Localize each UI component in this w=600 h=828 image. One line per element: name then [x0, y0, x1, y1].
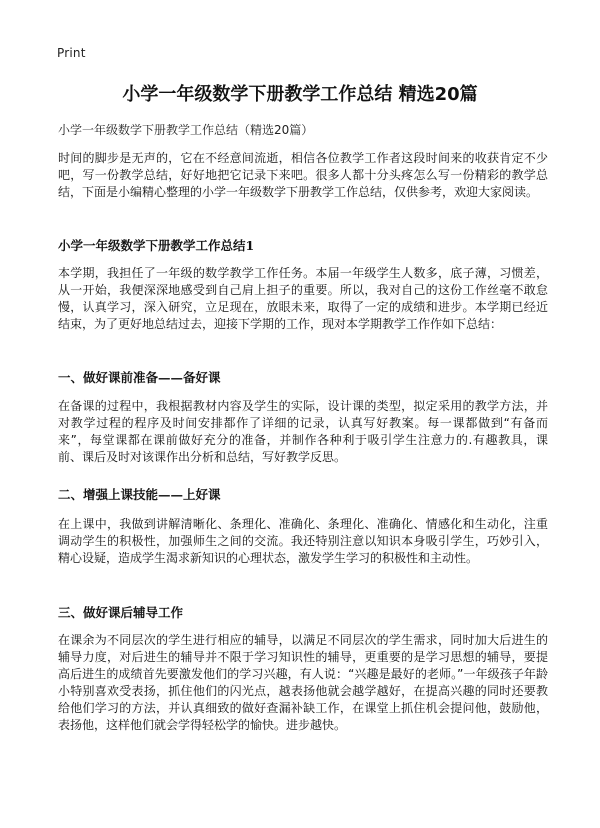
paragraph-lesson-prep: 在备课的过程中，我根据教材内容及学生的实际，设计课的类型，拟定采用的教学方法，并对教学过程的程序及时间安排都作了详细的记录，认真写好教案。每一课都做到“有备而来”，每堂课都在课前做好充分的准备，并制作各种利于吸引学生注意力的.有趣教具，课前、课后及时对该课作出分析和总结，写好教学反思。	[58, 399, 548, 464]
section-intro-paragraph: 本学期，我担任了一年级的数学教学工作任务。本届一年级学生人数多，底子薄，习惯差，从一开始，我便深深地感受到自己肩上担子的重要。所以，我对自己的这份工作丝毫不敢怠慢，认真学习，深入研究，立足现在，放眼未来，取得了一定的成绩和进步。本学期已经近结束，为了更好地总结过去，迎接下学期的工作，现对本学期教学工作作如下总结：	[58, 266, 548, 331]
print-link[interactable]: Print	[57, 46, 86, 60]
intro-paragraph: 时间的脚步是无声的，它在不经意间流逝，相信各位教学工作者这段时间来的收获肯定不少吧，写一份教学总结，好好地把它记录下来吧。很多人都十分头疼怎么写一份精彩的教学总结，下面是小编精心整理的小学一年级数学下册教学工作总结，仅供参考，欢迎大家阅读。	[58, 151, 548, 199]
section-title: 小学一年级数学下册教学工作总结1	[58, 238, 255, 253]
heading-teaching-skills: 二、增强上课技能——上好课	[58, 487, 221, 502]
page-title: 小学一年级数学下册教学工作总结 精选20篇	[122, 84, 478, 105]
paragraph-after-class-tutoring: 在课余为不同层次的学生进行相应的辅导，以满足不同层次的学生需求，同时加大后进生的辅导力度，对后进生的辅导并不限于学习知识性的辅导，更重要的是学习思想的辅导，要提高后进生的成绩首先要激发他们的学习兴趣，有人说：“兴趣是最好的老师。”一年级孩子年龄小特别喜欢受表扬，抓住他们的闪光点，越表扬他就会越学越好，在提高兴趣的同时还要教给他们学习的方法，并认真细致的做好查漏补缺工作，在课堂上抓住机会提问他，鼓励他，表扬他，这样他们就会学得轻松学的愉快。进步越快。	[58, 633, 548, 732]
heading-after-class-tutoring: 三、做好课后辅导工作	[58, 605, 184, 620]
heading-lesson-prep: 一、做好课前准备——备好课	[58, 370, 221, 385]
document-subtitle: 小学一年级数学下册教学工作总结（精选20篇）	[58, 123, 314, 137]
paragraph-teaching-skills: 在上课中，我做到讲解清晰化、条理化、准确化、条理化、准确化、情感化和生动化，注重调动学生的积极性，加强师生之间的交流。我还特别注意以知识本身吸引学生，巧妙引入，精心设疑，造成学生渴求新知识的心理状态，激发学生学习的积极性和主动性。	[58, 517, 548, 565]
